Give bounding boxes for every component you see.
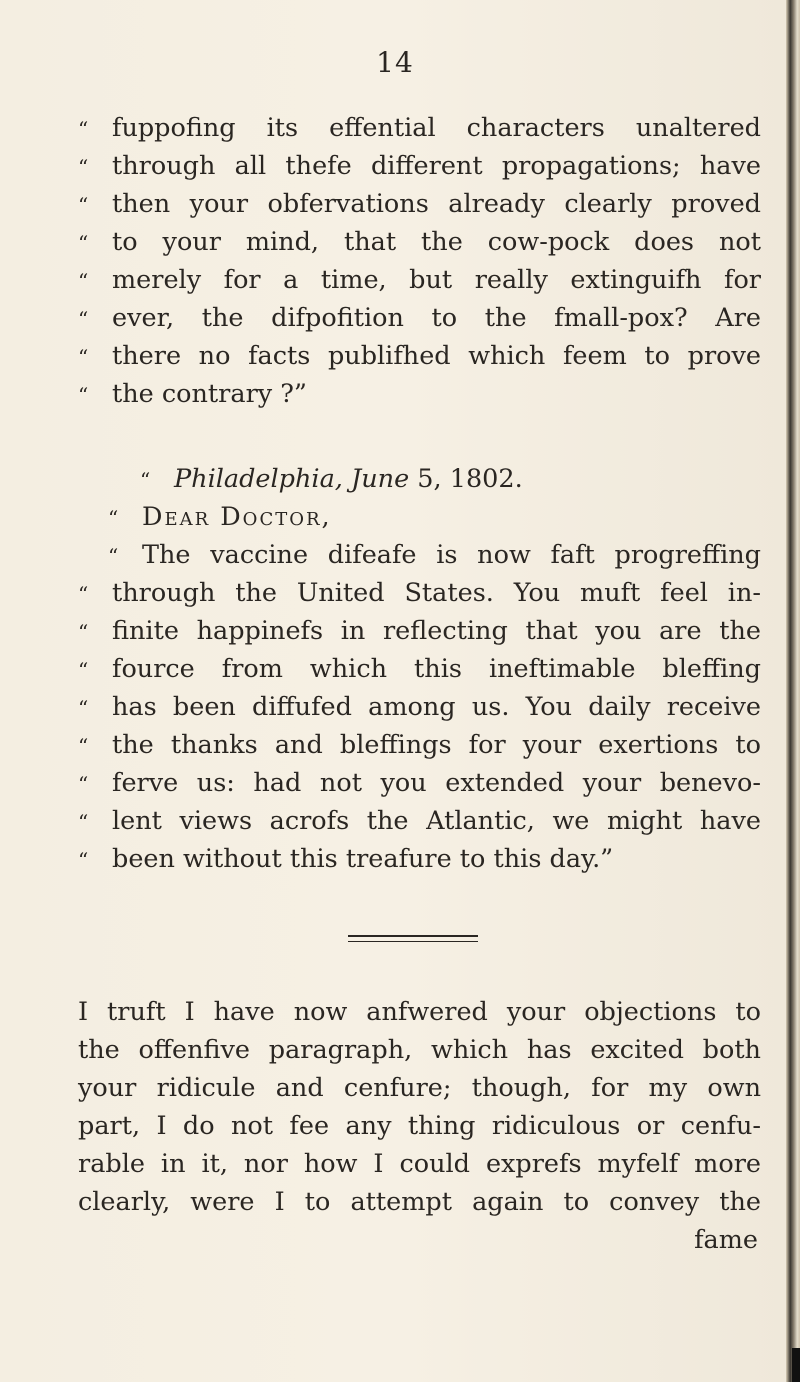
open-quote-mark: “ <box>78 810 89 834</box>
open-quote-mark: “ <box>78 772 89 796</box>
text-line: “ has been diffufed among us. You daily receive <box>78 690 761 724</box>
open-quote-mark: “ <box>78 848 89 872</box>
open-quote-mark: “ <box>78 620 89 644</box>
open-quote-mark: “ <box>78 117 89 141</box>
letter-dateline: “ Philadelphia, June 5, 1802. <box>140 464 523 494</box>
open-quote-mark: “ <box>78 193 89 217</box>
text-line: I truft I have now anfwered your objections to <box>78 997 761 1027</box>
letter-place: Philadelphia, <box>174 464 343 494</box>
text-line: clearly, were I to attempt again to convey the <box>78 1187 761 1217</box>
open-quote-mark: “ <box>78 383 89 407</box>
letter-date: 5, 1802. <box>417 464 523 494</box>
text-line: “ fuppofing its effential characters unaltered <box>78 111 761 145</box>
text-line: “ lent views acrofs the Atlantic, we might have <box>78 804 761 838</box>
page-number: 14 <box>376 46 414 79</box>
text-line: “ to your mind, that the cow-pock does not <box>78 225 761 259</box>
text-line: “ then your obfervations already clearly proved <box>78 187 761 221</box>
text-line: part, I do not fee any thing ridiculous or cenfu- <box>78 1111 761 1141</box>
open-quote-mark: “ <box>78 345 89 369</box>
open-quote-mark: “ <box>78 658 89 682</box>
open-quote-mark: “ <box>78 734 89 758</box>
text-line: your ridicule and cenfure; though, for my own <box>78 1073 761 1103</box>
open-quote-mark: “ <box>78 696 89 720</box>
text-line: the offenfive paragraph, which has excited both <box>78 1035 761 1065</box>
text-line: “ fource from which this ineftimable bleffing <box>78 652 761 686</box>
text-line: rable in it, nor how I could exprefs myfelf more <box>78 1149 761 1179</box>
text-line: “ merely for a time, but really extinguifh for <box>78 263 761 297</box>
text-line: “ through all thefe different propagations; have <box>78 149 761 183</box>
book-spine-edge <box>786 0 800 1382</box>
text-line: “ The vaccine difeafe is now faft progreffing <box>108 538 761 572</box>
open-quote-mark: “ <box>78 582 89 606</box>
letter-month: June <box>351 464 410 494</box>
open-quote-mark: “ <box>78 269 89 293</box>
text-line: “ through the United States. You muft feel in- <box>78 576 761 610</box>
text-line: “ there no facts publifhed which feem to prove <box>78 339 761 373</box>
text-line: “ been without this treafure to this day.” <box>78 842 761 876</box>
edge-mark <box>792 1348 800 1382</box>
open-quote-mark: “ <box>108 544 119 568</box>
text-line: “ finite happinefs in reflecting that you are the <box>78 614 761 648</box>
open-quote-mark: “ <box>78 231 89 255</box>
open-quote-mark: “ <box>78 155 89 179</box>
text-line: “ the thanks and bleffings for your exertions to <box>78 728 761 762</box>
text-line: “ ever, the difpofition to the fmall-pox? Are <box>78 301 761 335</box>
letter-salutation: “ Dear Doctor, <box>108 502 332 532</box>
text-line: “ ferve us: had not you extended your benevo- <box>78 766 761 800</box>
section-divider <box>348 935 478 942</box>
catchword: fame <box>694 1225 758 1255</box>
text-line: “ the contrary ?” <box>78 377 761 411</box>
open-quote-mark: “ <box>78 307 89 331</box>
